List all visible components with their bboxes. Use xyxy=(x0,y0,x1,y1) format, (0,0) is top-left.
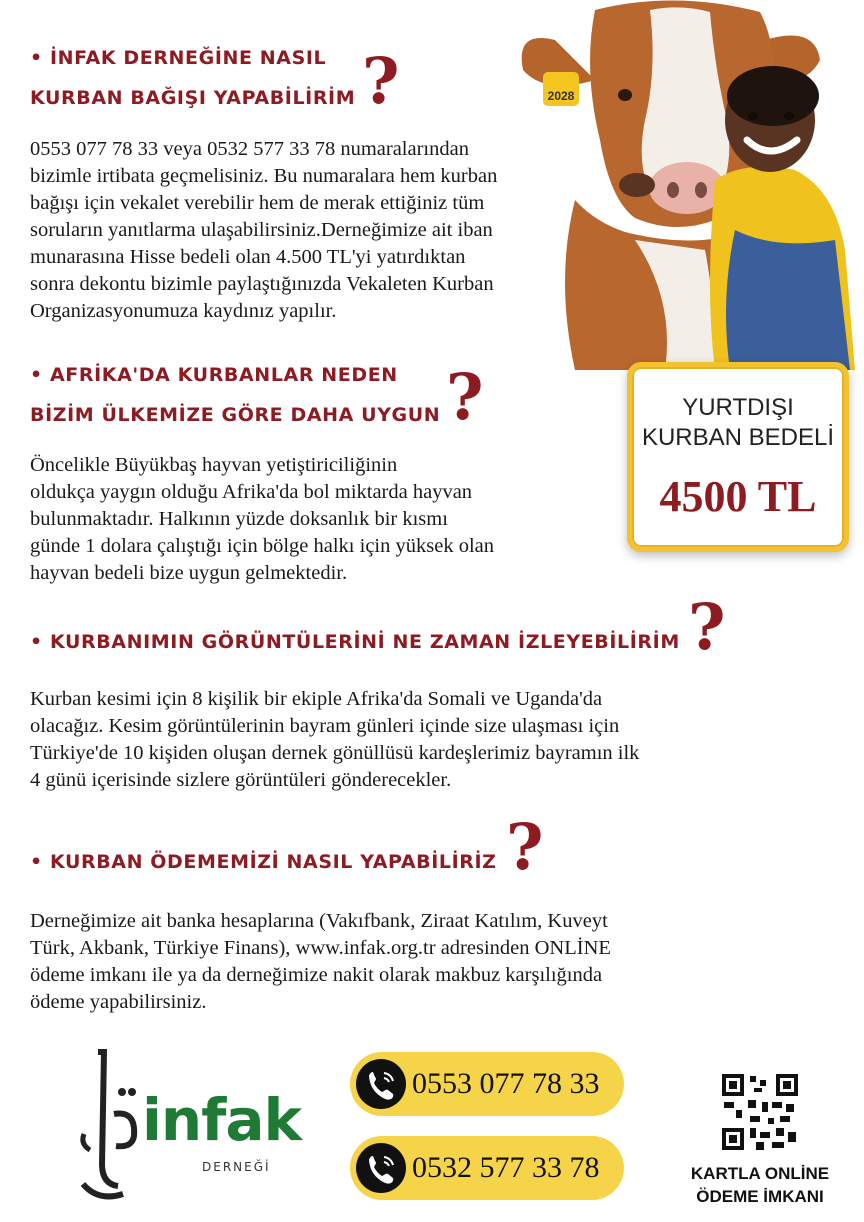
heading-line: • KURBAN ÖDEMEMİZİ NASIL YAPABİLİRİZ xyxy=(30,851,497,873)
text-line: hayvan bedeli bize uygun gelmektedir. xyxy=(30,562,348,584)
text-line: Türk, Akbank, Türkiye Finans), www.infak.org.tr adresinden ONLİNE xyxy=(30,937,611,959)
qr-caption-line: ÖDEME İMKANI xyxy=(696,1187,824,1206)
ear-tag-number: 2028 xyxy=(547,89,575,103)
phone-icon xyxy=(356,1143,406,1193)
phone-number-1: 0553 077 78 33 xyxy=(412,1067,600,1100)
price-box-line2: KURBAN BEDELİ xyxy=(641,424,835,451)
text-line: sonra dekontu bizimle paylaştığınızda Vekaleten Kurban xyxy=(30,273,494,295)
heading-line: • KURBANIMIN GÖRÜNTÜLERİNİ NE ZAMAN İZLEYEBİLİRİM xyxy=(30,631,680,653)
phone-pill-2[interactable] xyxy=(350,1136,624,1200)
paragraph-section-2 xyxy=(30,452,494,587)
text-line: 0553 077 78 33 veya 0532 577 33 78 numaralarından xyxy=(30,138,469,160)
text-line: Öncelikle Büyükbaş hayvan yetiştiriciliğinin xyxy=(30,454,398,476)
hero-photo xyxy=(515,0,864,370)
text-line: bağışı için vekalet verebilir hem de merak ettiğiniz tüm xyxy=(30,192,485,214)
price-value: 4500 TL xyxy=(659,472,817,521)
phone-pill-1[interactable] xyxy=(350,1052,624,1116)
text-line: bulunmaktadır. Halkının yüzde doksanlık bir kısmı xyxy=(30,508,448,530)
question-mark-icon: ? xyxy=(688,590,726,665)
text-line: oldukça yaygın olduğu Afrika'da bol miktarda hayvan xyxy=(30,481,473,503)
text-line: Organizasyonumuza kaydınız yapılır. xyxy=(30,300,337,322)
heading-line: BİZİM ÜLKEMİZE GÖRE DAHA UYGUN xyxy=(30,404,441,426)
text-line: Kurban kesimi için 8 kişilik bir ekiple Afrika'da Somali ve Uganda'da xyxy=(30,688,603,710)
qr-caption-line: KARTLA ONLİNE xyxy=(690,1164,830,1183)
infak-logo-icon xyxy=(78,1044,148,1204)
text-line: günde 1 dolara çalıştığı için bölge halkı için yüksek olan xyxy=(30,535,494,557)
text-line: Derneğimize ait banka hesaplarına (Vakıfbank, Ziraat Katılım, Kuveyt xyxy=(30,910,608,932)
heading-line: • İNFAK DERNEĞİNE NASIL xyxy=(30,47,327,69)
text-line: soruların yanıtlarma ulaşabilirsiniz.Derneğimize ait iban xyxy=(30,219,493,241)
text-line: olacağız. Kesim görüntülerinin bayram günleri içinde size ulaşması için xyxy=(30,715,620,737)
heading-line: • AFRİKA'DA KURBANLAR NEDEN xyxy=(30,364,398,386)
heading-section-1 xyxy=(30,38,355,118)
heading-section-2 xyxy=(30,355,440,435)
heading-section-4 xyxy=(30,842,497,882)
logo-name: infak xyxy=(142,1086,302,1154)
heading-line: KURBAN BAĞIŞI YAPABİLİRİM xyxy=(30,87,356,109)
text-line: munarasına Hisse bedeli olan 4.500 TL'yi yatırdıktan xyxy=(30,246,466,268)
paragraph-section-3 xyxy=(30,686,639,794)
question-mark-icon: ? xyxy=(362,44,400,119)
price-box-line1: YURTDIŞI xyxy=(682,394,794,421)
phone-number-2: 0532 577 33 78 xyxy=(412,1151,600,1184)
qr-caption xyxy=(668,1162,852,1208)
cow-child-illustration xyxy=(515,0,864,370)
text-line: ödeme yapabilirsiniz. xyxy=(30,991,207,1013)
price-box xyxy=(627,362,849,552)
logo-subtitle: DERNEĞİ xyxy=(202,1160,271,1174)
question-mark-icon: ? xyxy=(446,360,484,435)
heading-section-3 xyxy=(30,622,680,662)
phone-icon xyxy=(356,1059,406,1109)
text-line: Türkiye'de 10 kişiden oluşan dernek gönüllüsü kardeşlerimiz bayramın ilk xyxy=(30,742,640,764)
text-line: ödeme imkanı ile ya da derneğimize nakit olarak makbuz karşılığında xyxy=(30,964,603,986)
text-line: 4 günü içerisinde sizlere görüntüleri gönderecekler. xyxy=(30,769,452,791)
qr-code-icon[interactable] xyxy=(720,1072,800,1152)
question-mark-icon: ? xyxy=(506,810,544,885)
paragraph-section-4 xyxy=(30,908,611,1016)
text-line: bizimle irtibata geçmelisiniz. Bu numaralara hem kurban xyxy=(30,165,498,187)
paragraph-section-1 xyxy=(30,136,497,325)
